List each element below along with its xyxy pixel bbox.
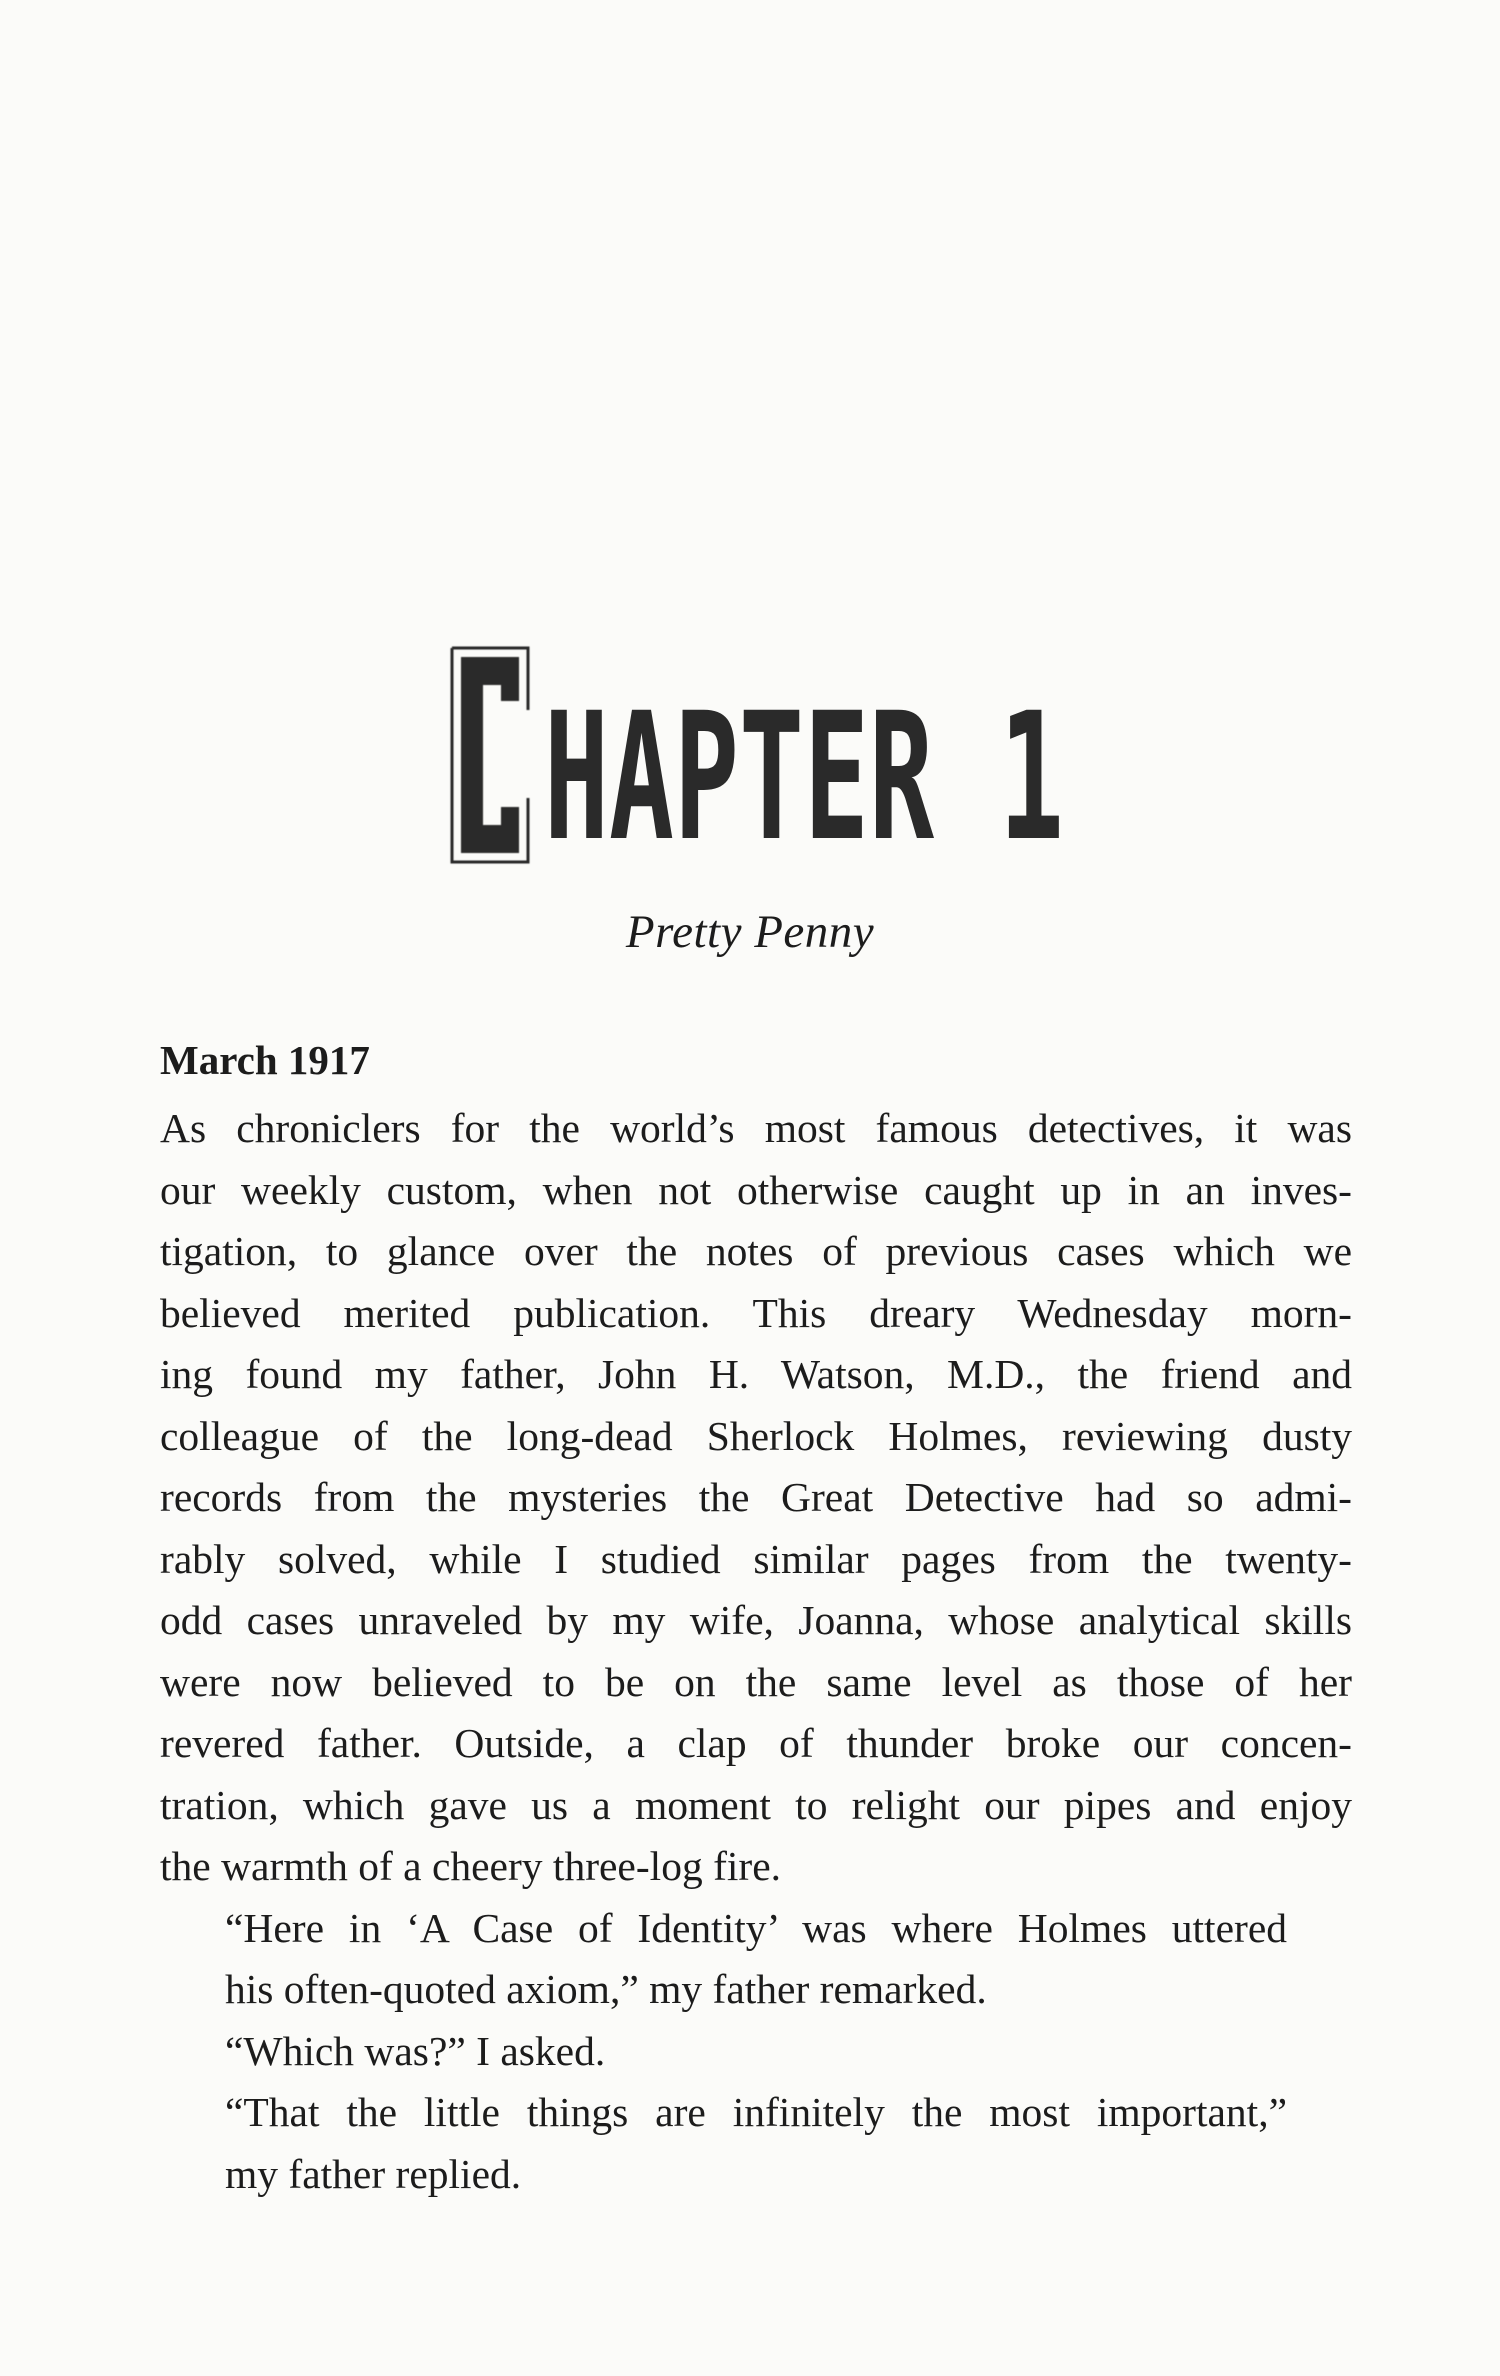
text-line: his often-quoted axiom,” my father remarked. — [225, 1966, 987, 2012]
chapter-heading-graphic — [440, 640, 1080, 880]
text-line: the warmth of a cheery three-log fire. — [160, 1843, 782, 1889]
text-line: revered father. Outside, a clap of thunder broke our concen- — [160, 1720, 1352, 1766]
text-line: were now believed to be on the same level as those of her — [160, 1658, 1352, 1705]
chapter-title: Pretty Penny — [625, 906, 875, 958]
text-line: rably solved, while I studied similar pages from the twenty- — [160, 1535, 1352, 1582]
text-line: ing found my father, John H. Watson, M.D., the friend and — [160, 1351, 1352, 1397]
text-line: tration, which gave us a moment to relight our pipes and enjoy — [160, 1781, 1352, 1828]
dateline: March 1917 — [160, 1037, 370, 1083]
paragraph — [160, 1898, 1352, 2021]
text-line: records from the mysteries the Great Detective had so admi- — [160, 1474, 1352, 1520]
text-line: our weekly custom, when not otherwise caught up in an inves- — [160, 1166, 1352, 1213]
text-line: As chroniclers for the world’s most famous detectives, it was — [160, 1105, 1352, 1151]
text-line: “Which was?” I asked. — [225, 2027, 606, 2074]
body-text — [160, 1098, 1352, 2205]
chapter-heading — [440, 640, 1080, 880]
text-line: colleague of the long-dead Sherlock Holmes, reviewing dusty — [160, 1412, 1352, 1459]
text-line: my father replied. — [225, 2150, 522, 2197]
drop-cap-c — [452, 648, 528, 862]
chapter-heading-text: HAPTER 1 — [544, 675, 1064, 880]
text-line: “That the little things are infinitely the most important,” — [225, 2089, 1287, 2135]
paragraph — [160, 2082, 1352, 2205]
paragraph — [160, 2021, 1352, 2083]
text-line: believed merited publication. This dreary Wednesday morn- — [160, 1289, 1352, 1336]
paragraph — [160, 1098, 1352, 1898]
text-line: odd cases unraveled by my wife, Joanna, whose analytical skills — [160, 1597, 1352, 1643]
text-line: tigation, to glance over the notes of previous cases which we — [160, 1228, 1352, 1274]
text-line: “Here in ‘A Case of Identity’ was where Holmes uttered — [225, 1904, 1287, 1951]
